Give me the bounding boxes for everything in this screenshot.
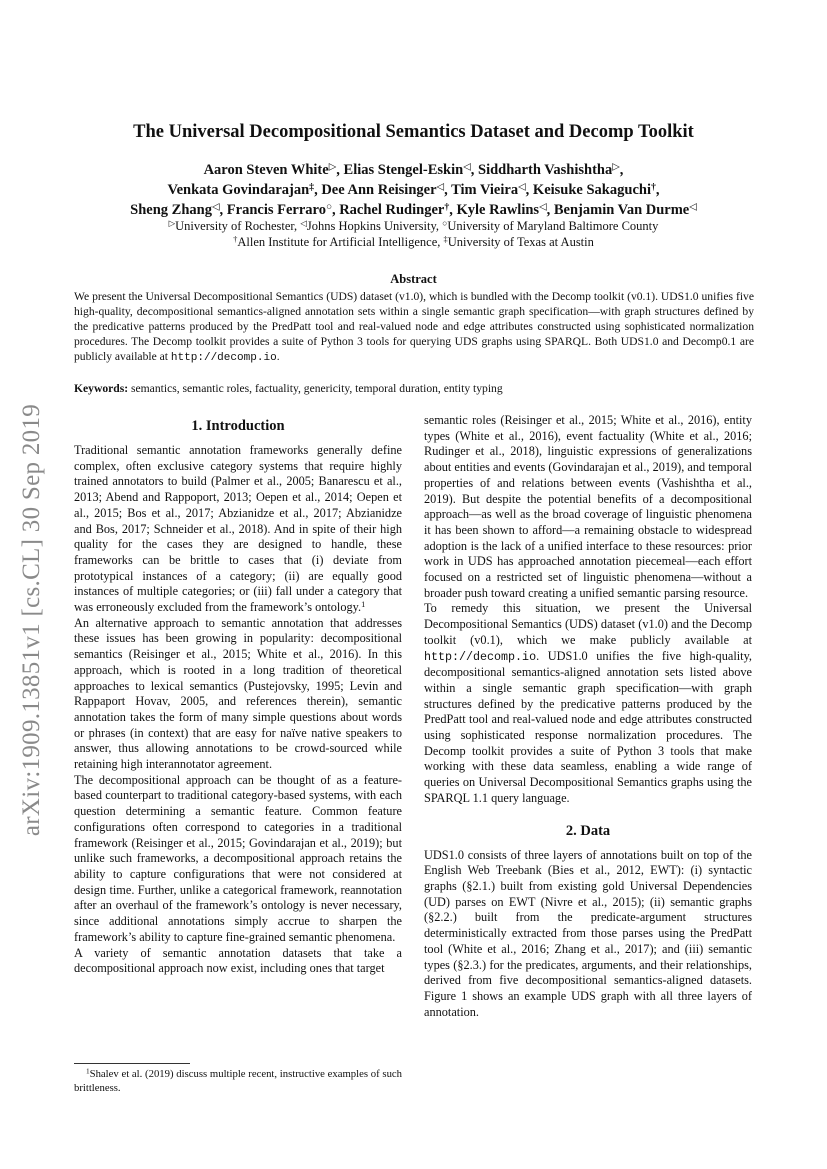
intro-paragraph-4: A variety of semantic annotation datasets that take a decompositional approach now exist, including ones that target (74, 945, 402, 976)
author-name: Tim Vieira (451, 182, 519, 198)
author-line-1: Aaron Steven White▷, Elias Stengel-Eskin◁, Siddharth Vashishtha▷, (203, 161, 624, 178)
keywords-text: semantics, semantic roles, factuality, genericity, temporal duration, entity typing (128, 382, 503, 395)
affiliation-name: University of Maryland Baltimore County (447, 219, 659, 233)
author-affiliation-mark: ◁ (463, 161, 471, 173)
author-list (60, 160, 767, 220)
affiliation-name: University of Rochester, (175, 219, 301, 233)
affiliation-name: Johns Hopkins University, (306, 219, 443, 233)
affiliation-mark: ▷ (168, 217, 176, 228)
author-affiliation-mark: † (650, 181, 656, 193)
author-name: Benjamin Van Durme (553, 202, 690, 218)
keywords-label: Keywords: (74, 382, 129, 395)
intro-paragraph-2: An alternative approach to semantic annotation that addresses these issues has been growing in popularity: decompositional semantics (Reisinger et al., 2015; White et al., 2016). In this approach, which is rooted in a long tradition of theoretical approaches to lexical semantics (Pustejovsky, 1995; Levin and Rappaport Hovav, 2005, and references therein), semantic annotation takes the form of many simple questions about words or phrases (in context) that are easy for naïve native speakers to answer, thus allowing annotations to be crowd-sourced while retaining high interannotator agreement. (74, 615, 402, 772)
author-affiliation-mark: ◁ (518, 181, 526, 193)
footnote-divider (74, 1063, 190, 1064)
author-affiliation-mark: ○ (325, 201, 332, 213)
author-name: Siddharth Vashishtha (478, 162, 613, 178)
author-name: Elias Stengel-Eskin (343, 162, 464, 178)
author-name: Venkata Govindarajan (167, 182, 310, 198)
left-column (74, 415, 402, 977)
author-name: Aaron Steven White (203, 162, 329, 178)
intro-paragraph-3: The decompositional approach can be thought of as a feature-based counterpart to traditional category-based systems, with each question determining a semantic feature. Common feature configurations often correspond to categories in a traditional framework (Reisinger et al., 2015; Govindarajan et al., 2019); but unlike such frameworks, a decompositional approach retains the ability to capture configurations that were not considered at design time. Further, unlike a categorical framework, reannotation after an overhaul of the framework’s ontology is never necessary, since additional annotations simply accrue to sharpen the framework’s ability to capture fine-grained semantic phenomena. (74, 772, 402, 944)
affiliation-mark: ◁ (300, 217, 307, 228)
affiliations (60, 218, 767, 250)
footnote-ref[interactable]: 1 (361, 600, 366, 610)
affiliation-name: Allen Institute for Artificial Intelligence, (237, 235, 444, 249)
affiliation-line-2 (60, 234, 767, 250)
author-affiliation-mark: ◁ (689, 201, 697, 213)
author-affiliation-mark: ◁ (436, 181, 445, 193)
abstract-text: We present the Universal Decompositional Semantics (UDS) dataset (v1.0), which is bundled with the Decomp toolkit (v0.1). UDS1.0 unifies five high-quality, decompositional semantics-aligned annotation sets within a single semantic graph specification—with graph structures defined by the predicative patterns produced by the PredPatt tool and real-valued node and edge attributes constructed using sophisticated normalization procedures. The Decomp toolkit provides a suite of Python 3 tools for querying UDS graphs using SPARQL. Both UDS1.0 and Decomp0.1 are publicly available at http://decomp.io. (74, 290, 754, 364)
abstract-url-link[interactable]: http://decomp.io (170, 351, 277, 364)
abstract-heading: Abstract (390, 272, 437, 286)
affiliation-mark: ‡ (443, 233, 448, 244)
affiliation-mark: ○ (442, 217, 448, 228)
keywords (74, 381, 764, 396)
intro-paragraph-5: semantic roles (Reisinger et al., 2015; White et al., 2016), entity types (White et al., 2016), event factuality (White et al., 2016; Rudinger et al., 2018), linguistic expressions of generalizations about entities and events (Govindarajan et al., 2019), and temporal properties of and relations between events (Vashishtha et al., 2019). But despite the potential benefits of a decompositional approach—as well as the broad coverage of linguistic phenomena it has been shown to afford—a remaining obstacle to widespread adoption is the lack of a unified interface to these resources: prior work in UDS has approached annotation piecemeal—each effort focused on a restricted set of linguistic phenomena—without a broader push toward creating a unified semantic parsing resource. (424, 413, 752, 600)
author-name: Dee Ann Reisinger (321, 182, 437, 198)
affiliation-name: University of Texas at Austin (447, 235, 594, 249)
author-line-2: Venkata Govindarajan‡, Dee Ann Reisinger◁, Tim Vieira◁, Keisuke Sakaguchi†, (167, 181, 660, 198)
author-affiliation-mark: ◁ (211, 201, 220, 213)
author-name: Francis Ferraro (226, 202, 326, 218)
data-paragraph-1: UDS1.0 consists of three layers of annotations built on top of the English Web Treebank (Bies et al., 2012, EWT): (i) syntactic graphs (§2.1.) built from existing gold Universal Dependencies (UD) parses on EWT (Nivre et al., 2015); (ii) semantic graphs (§2.2.) built from the predicate-argument structures deterministically extracted from those parses using the PredPatt tool (White et al., 2016; Zhang et al., 2017); and (iii) semantic types (§2.3.) for the predicates, arguments, and their relationships, derived from five decompositional semantics-aligned datasets. Figure 1 shows an example UDS graph with all three layers of annotation. (424, 847, 752, 1019)
section-heading-introduction: 1. Introduction (191, 418, 285, 434)
arxiv-stamp: arXiv:1909.13851v1 [cs.CL] 30 Sep 2019 (18, 403, 45, 837)
author-name: Kyle Rawlins (456, 202, 540, 218)
author-name: Sheng Zhang (130, 202, 212, 218)
paper-title: The Universal Decompositional Semantics Dataset and Decomp Toolkit (133, 122, 694, 142)
author-affiliation-mark: † (444, 201, 450, 213)
author-name: Rachel Rudinger (339, 202, 445, 218)
section-heading-data: 2. Data (565, 822, 611, 839)
decomp-url-link[interactable]: http://decomp.io (424, 649, 537, 664)
affiliation-mark: † (233, 233, 238, 244)
author-affiliation-mark: ‡ (309, 181, 315, 193)
footnote: $^1$Shalev et al. (2019) discuss multiple recent, instructive examples of such brittleness. (74, 1067, 402, 1094)
author-affiliation-mark: ▷ (612, 161, 620, 173)
intro-paragraph-1: Traditional semantic annotation frameworks generally define complex, often exclusive category systems that require highly trained annotators to build (Palmer et al., 2005; Banarescu et al., 2013; Abend and Rappoport, 2013; Oepen et al., 2014; Oepen et al., 2015; Bos et al., 2017; Abzianidze et al., 2017; Abzianidze and Bos, 2017; Schneider et al., 2018). And in spite of their high quality for the cases they are designed to handle, these frameworks can be brittle to cases that (i) deviate from prototypical instances of a category; (ii) are equally good instances of multiple categories; or (iii) fall under a category that was erroneously excluded from the framework’s ontology.$^1$ (74, 443, 402, 615)
author-affiliation-mark: ▷ (328, 161, 337, 173)
author-affiliation-mark: ◁ (539, 201, 547, 213)
author-name: Keisuke Sakaguchi (532, 182, 651, 198)
right-column (424, 413, 752, 1020)
affiliation-line-1 (60, 218, 767, 234)
author-line-3: Sheng Zhang◁, Francis Ferraro○, Rachel Rudinger†, Kyle Rawlins◁, Benjamin Van Durme◁ (130, 201, 697, 218)
intro-paragraph-6: To remedy this situation, we present the Universal Decompositional Semantics (UDS) dataset (v1.0) and the Decomp toolkit (v0.1), which we make publicly available at http://decomp.io. UDS1.0 unifies the five high-quality, decompositional semantics-aligned annotation sets listed above within a single semantic graph specification—with graph structures defined by the predicative patterns produced by the PredPatt tool and real-valued node and edge attributes constructed using sophisticated response normalization procedures. The Decomp toolkit provides a suite of Python 3 tools that make working with these data seamless, enabling a wide range of queries on Universal Decompositional Semantics graphs using the SPARQL 1.1 query language. (424, 601, 752, 805)
